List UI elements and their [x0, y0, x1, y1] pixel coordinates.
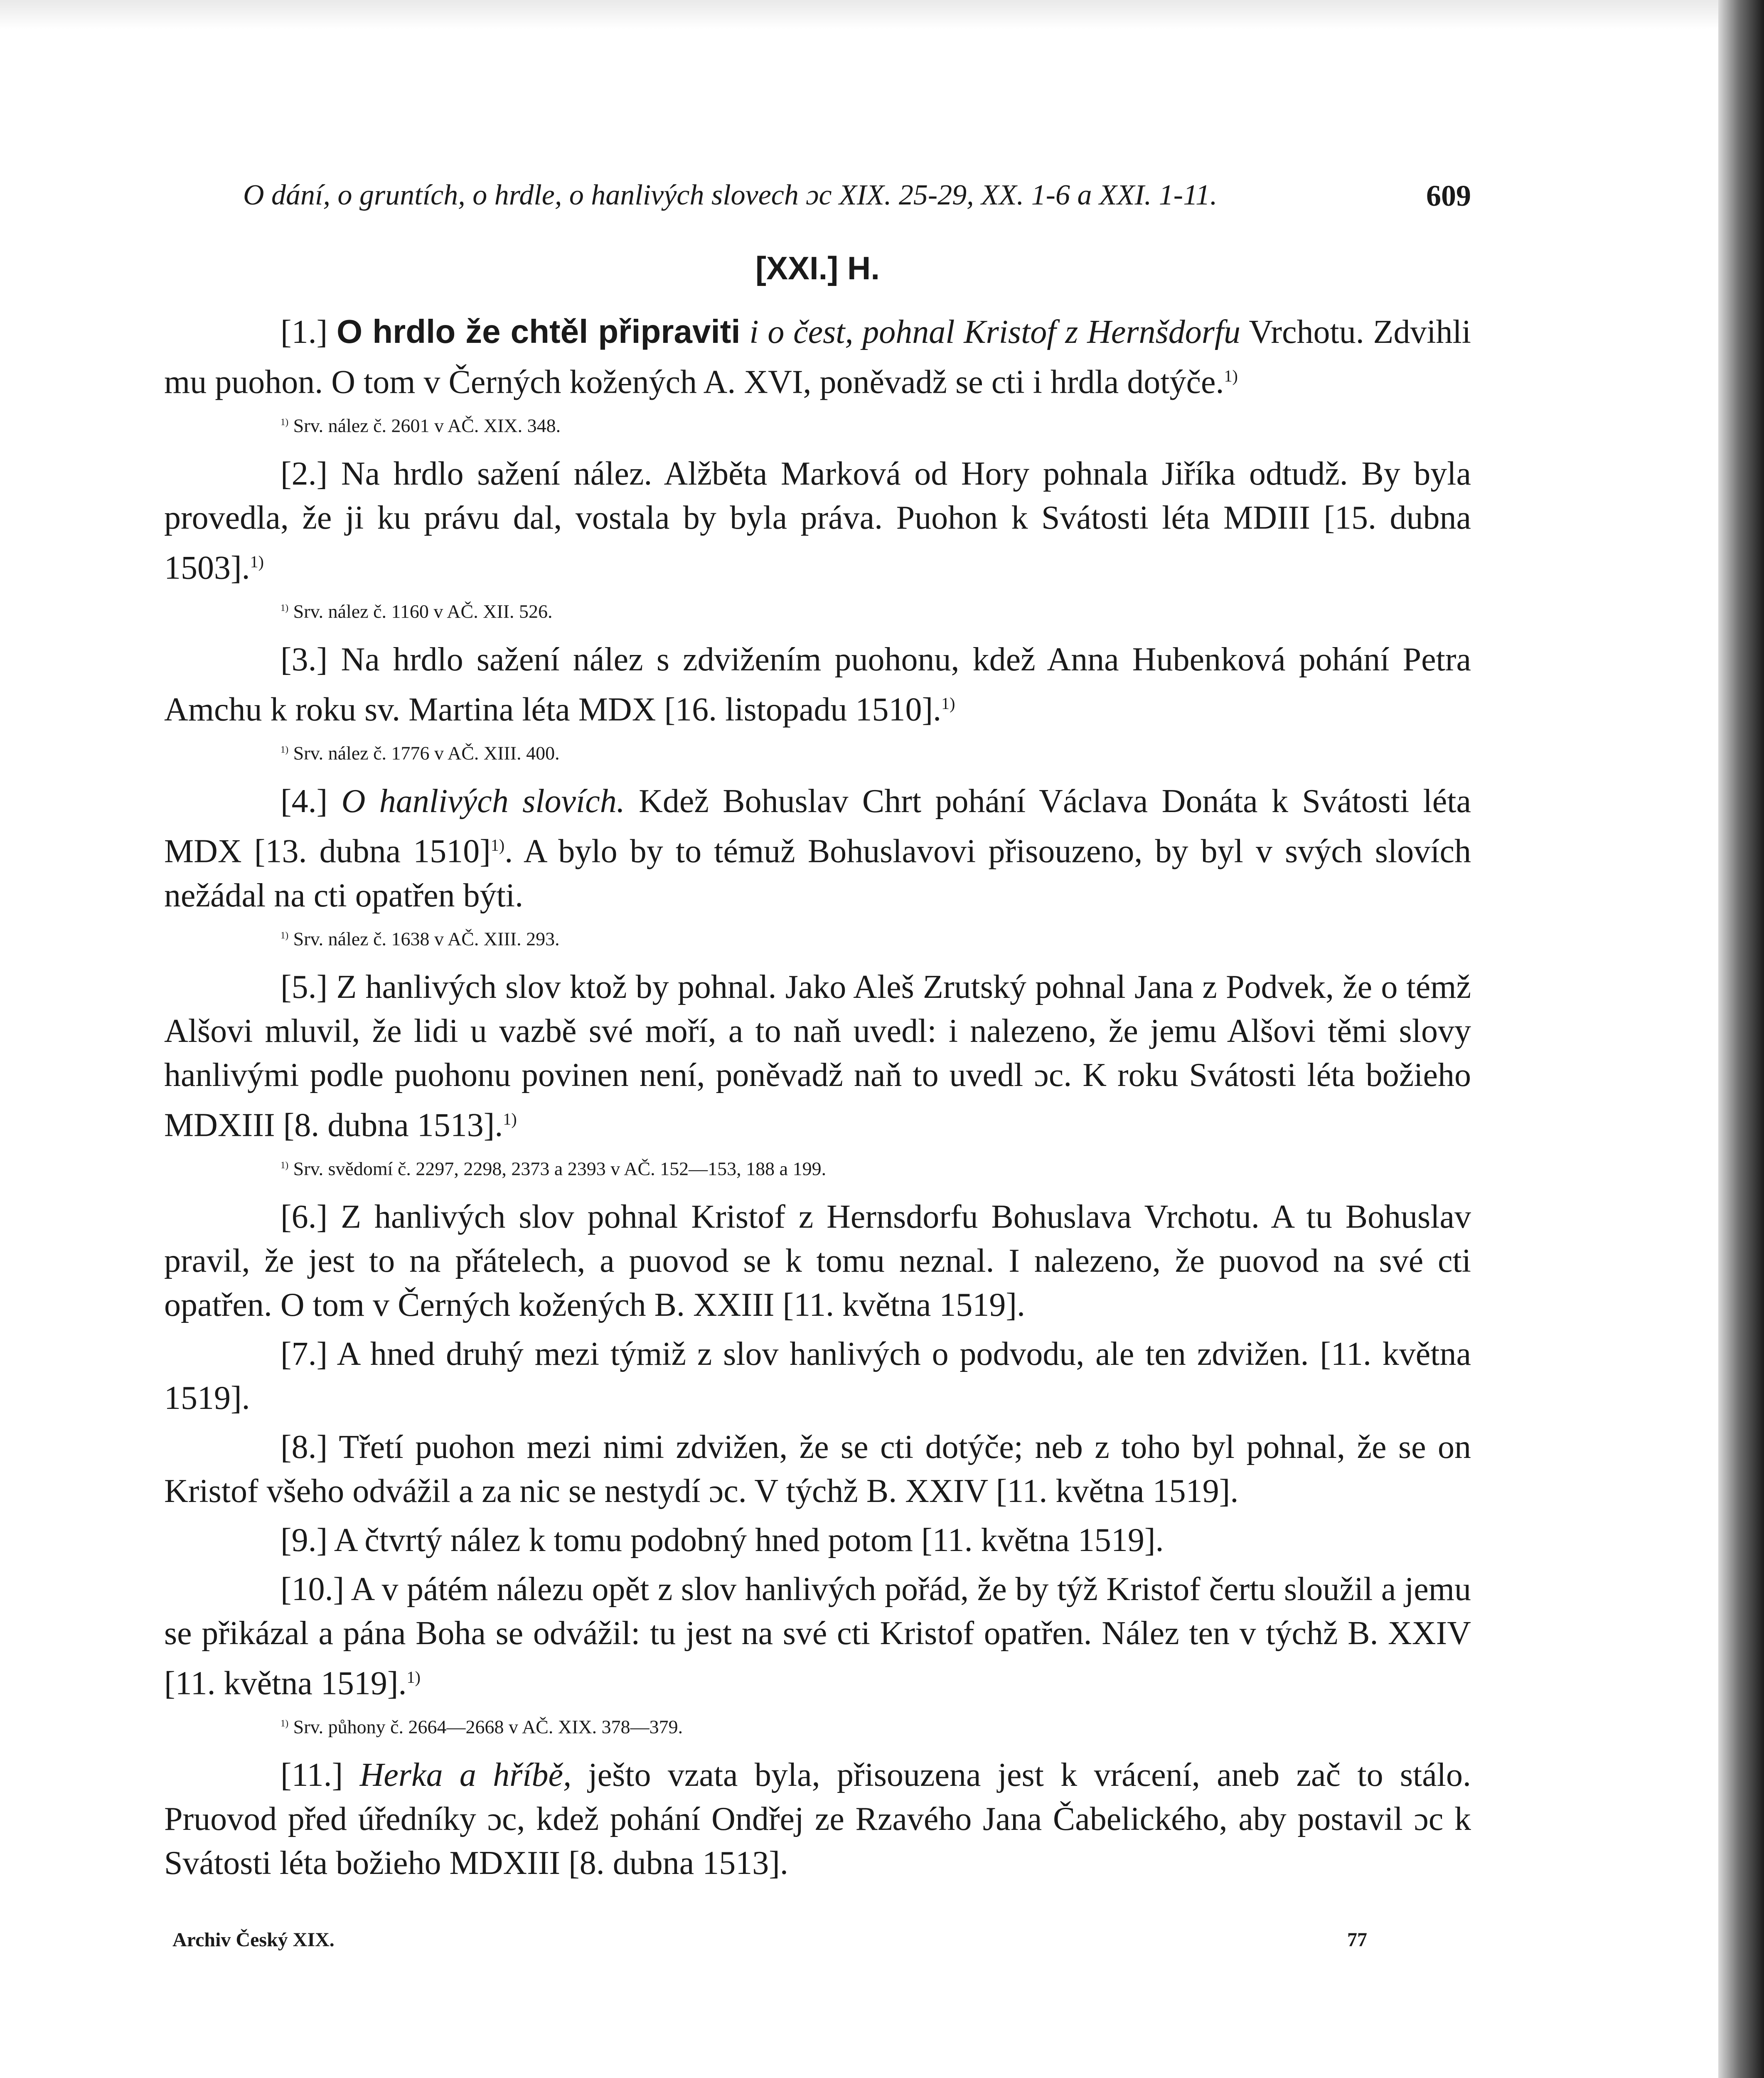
sheet-number: 77	[1347, 1929, 1367, 1951]
entry-italic: Herka a hříbě,	[359, 1756, 572, 1793]
note-ref: 1)	[490, 835, 505, 854]
running-head	[164, 179, 1471, 224]
entry-number: [9.]	[280, 1522, 328, 1558]
note-ref: 1)	[1224, 367, 1238, 385]
footnote-10	[164, 1711, 1471, 1740]
entry-8	[164, 1425, 1471, 1513]
note-ref: 1)	[250, 552, 264, 571]
footnote-mark: 1)	[280, 1160, 289, 1170]
entry-text: Na hrdlo sažení nález. Alžběta Marková od Hory pohnala Jiříka odtudž. By byla provedla, že ji ku právu dal, vostala by byla práva. Puohon k Svátosti léta MDIII [15. dubna 1503].	[164, 455, 1471, 586]
entry-9	[164, 1518, 1471, 1562]
entry-11	[164, 1753, 1471, 1885]
scan-binding-edge	[1718, 0, 1764, 2078]
entry-10	[164, 1567, 1471, 1706]
entry-text: ješto vzata byla, přisouzena jest k vrácení, aneb zač to stálo. Pruovod před úředníky ɔc, kdež pohání Ondřej ze Rzavého Jana Čabelického, aby postavil ɔc k Svátosti léta božieho MDXIII [8. dubna 1513].	[164, 1756, 1471, 1881]
document-body	[164, 310, 1471, 1890]
entry-3	[164, 638, 1471, 732]
footnote-mark: 1)	[280, 416, 289, 427]
entry-number: [3.]	[280, 641, 328, 678]
entry-text: A čtvrtý nález k tomu podobný hned potom [11. května 1519].	[334, 1522, 1164, 1558]
entry-6	[164, 1195, 1471, 1327]
footnote-text: Srv. půhony č. 2664—2668 v AČ. XIX. 378—379.	[293, 1716, 683, 1737]
entry-text-continued: . A bylo by to témuž Bohuslavovi přisouzeno, by byl v svých slovích nežádal na cti opatřen býti.	[164, 833, 1471, 914]
entry-keyword: O hrdlo že chtěl připraviti	[337, 313, 741, 350]
section-heading: [XXI.] H.	[755, 250, 880, 286]
entry-italic: O hanlivých slovích.	[341, 783, 625, 820]
footnote-text: Srv. svědomí č. 2297, 2298, 2373 a 2393 v AČ. 152—153, 188 a 199.	[293, 1157, 827, 1179]
footnote-text: Srv. nález č. 2601 v AČ. XIX. 348.	[293, 414, 561, 436]
document-page	[164, 0, 1471, 2078]
footnote-4	[164, 923, 1471, 952]
footnote-3	[164, 737, 1471, 766]
entry-7	[164, 1332, 1471, 1420]
running-title: O dání, o gruntích, o hrdle, o hanlivých slovech ɔc XIX. 25-29, XX. 1-6 a XXI. 1-11.	[243, 179, 1218, 211]
entry-text: A hned druhý mezi týmiž z slov hanlivých o podvodu, ale ten zdvižen. [11. května 1519].	[164, 1335, 1471, 1416]
note-ref: 1)	[406, 1667, 421, 1687]
entry-number: [8.]	[280, 1428, 328, 1465]
footnote-mark: 1)	[280, 744, 289, 755]
footnote-text: Srv. nález č. 1638 v AČ. XIII. 293.	[293, 928, 560, 949]
entry-text: A v pátém nálezu opět z slov hanlivých pořád, že by týž Kristof čertu sloužil a jemu se přikázal a pána Boha se odvážil: tu jest na své cti Kristof opatřen. Nález ten v týchž B. XXIV [11. května 1519].	[164, 1571, 1471, 1702]
page-number: 609	[1426, 179, 1471, 212]
entry-text: Na hrdlo sažení nález s zdvižením puohonu, kdež Anna Hubenková pohání Petra Amchu k roku sv. Martina léta MDX [16. listopadu 1510].	[164, 641, 1471, 728]
entry-4	[164, 779, 1471, 918]
entry-text: Z hanlivých slov pohnal Kristof z Hernsdorfu Bohuslava Vrchotu. A tu Bohuslav pravil, že jest to na přátelech, a puovod se k tomu neznal. I nalezeno, že puovod na své cti opatřen. O tom v Černých kožených B. XXIII [11. května 1519].	[164, 1198, 1471, 1323]
footnote-5	[164, 1152, 1471, 1182]
entry-text: Z hanlivých slov ktož by pohnal. Jako Aleš Zrutský pohnal Jana z Podvek, že o témž Alšovi mluvil, že lidi u vazbě své moří, a to naň uvedl: i nalezeno, že jemu Alšovi těmi slovy hanlivými podle puohonu povinen není, poněvadž naň to uvedl ɔc. K roku Svátosti léta božieho MDXIII [8. dubna 1513].	[164, 968, 1471, 1144]
entry-2	[164, 452, 1471, 590]
footnote-mark: 1)	[280, 1718, 289, 1728]
entry-1	[164, 310, 1471, 404]
entry-5	[164, 965, 1471, 1147]
entry-number: [5.]	[280, 968, 328, 1005]
note-ref: 1)	[503, 1109, 517, 1128]
entry-text: Vrchotu. Zdvihli mu puohon. O tom v Černých kožených A. XVI, poněvadž se cti i hrdla dotýče.	[164, 314, 1471, 401]
entry-number: [6.]	[280, 1198, 328, 1235]
footnote-1	[164, 409, 1471, 438]
footnote-text: Srv. nález č. 1160 v AČ. XII. 526.	[293, 600, 553, 622]
footnote-2	[164, 595, 1471, 624]
entry-number: [11.]	[280, 1756, 343, 1793]
entry-number: [10.]	[280, 1571, 344, 1608]
footnote-mark: 1)	[280, 930, 289, 941]
footnote-mark: 1)	[280, 602, 289, 613]
signature-mark: Archiv Český XIX.	[172, 1929, 335, 1951]
entry-text: Kdež Bohuslav Chrt pohání Václava Donáta k Svátosti léta MDX [13. dubna 1510]	[164, 783, 1471, 870]
note-ref: 1)	[941, 694, 955, 713]
entry-number: [7.]	[280, 1335, 328, 1372]
entry-italic: i o čest, pohnal Kristof z Hernšdorfu	[749, 314, 1241, 350]
footnote-text: Srv. nález č. 1776 v AČ. XIII. 400.	[293, 742, 560, 763]
entry-number: [4.]	[280, 783, 328, 820]
entry-text: Třetí puohon mezi nimi zdvižen, že se cti dotýče; neb z toho byl pohnal, že se on Kristof všeho odvážil a za nic se nestydí ɔc. V týchž B. XXIV [11. května 1519].	[164, 1428, 1471, 1509]
entry-number: [1.]	[280, 314, 328, 350]
entry-number: [2.]	[280, 455, 328, 492]
page-footer	[164, 1928, 1471, 1962]
